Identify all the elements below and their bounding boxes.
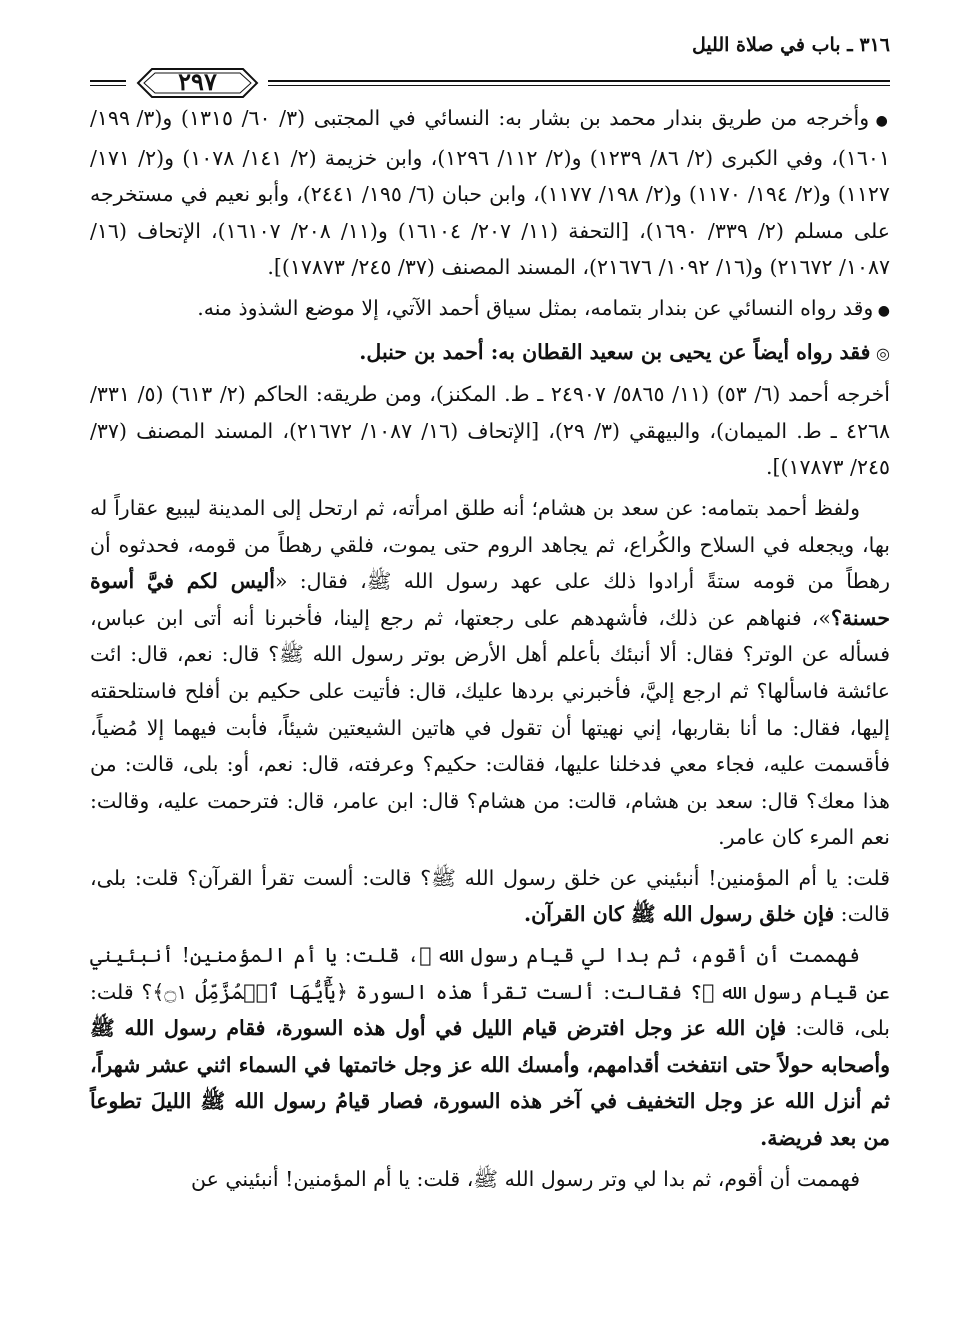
paragraph xyxy=(90,860,890,933)
chapter-title: ٣١٦ ـ باب في صلاة الليل xyxy=(691,34,890,56)
paragraph-text: وأخرجه من طريق بندار محمد بن بشار به: النسائي في المجتبى (٣/ ٦٠/ ١٣١٥) و(٣/ ١٩٩/ ١٦٠١)، وفي الكبرى (٢/ ٨٦/ ١٢٣٩) و(٢/ ١١٢/ ١٢٩٦)، وابن خزيمة (٢/ ١٤١/ ١٠٧٨) و(٢/ ١٧١/ ١١٢٧) و(٢/ ١٩٤/ ١١٧٠) و(٢/ ١٩٨/ ١١٧٧)، وابن حبان (٦/ ١٩٥/ ٢٤٤١)، وأبو نعيم في مستخرجه على مسلم (٢/ ٣٣٩/ ١٦٩٠)، [التحفة (١١/ ٢٠٧/ ١٦١٠٤) و(١١/ ٢٠٨/ ١٦١٠٧)، الإتحاف (١٦/ ١٠٨٧/ ٢١٦٧٢) و(١٦/ ١٠٩٢/ ٢١٦٧٦)، المسند المصنف (٣٧/ ٢٤٥/ ١٧٨٧٣)]. xyxy=(90,106,890,280)
header-rule xyxy=(268,85,890,86)
paragraph xyxy=(90,290,890,330)
paragraph-text: أخرجه أحمد (٦/ ٥٣) (١١/ ٥٨٦٥/ ٢٤٩٠٧ ـ ط. المكنز)، ومن طريقه: الحاكم (٢/ ٦١٣) (٥/ ٣٣١/ ٤٢٦٨ ـ ط. الميمان)، والبيهقي (٣/ ٢٩)، [الإتحاف (١٦/ ١٠٨٧/ ٢١٦٧٢)، المسند المصنف (٣٧/ ٢٤٥/ ١٧٨٧٣)]. xyxy=(90,382,890,480)
paragraph-text: قلت: يا أم المؤمنين! أنبئيني عن خلق رسول الله ﷺ؟ قالت: ألست تقرأ القرآن؟ قلت: بلى، قالت: xyxy=(90,865,890,927)
header-rule xyxy=(268,80,890,82)
paragraph-text: ولفظ أحمد بتمامه: عن سعد بن هشام؛ أنه طلق امرأته، ثم ارتحل إلى المدينة ليبيع عقاراً له بها، ويجعله في السلاح والكُراع، ثم يجاهد الروم حتى يموت، فلقي رهطاً من قومه، فحدثوه أن رهطاً من قومه ستةً أرادوا ذلك على عهد رسول الله ﷺ، فقال: « xyxy=(90,495,890,594)
hadith-quote: فإن الله عز وجل افترض قيام الليل في أول هذه السورة، فقام رسول الله ﷺ وأصحابه حولاً حتى انتفخت أقدامهم، وأمسك الله عز وجل خاتمتها في السماء اثني عشر شهراً، ثم أنزل الله عز وجل التخفيف في آخر هذه السورة، فصار قيامُ رسول الله ﷺ الليلَ تطوعاً من بعد فريضة. xyxy=(90,1016,890,1151)
page-number-ornament xyxy=(130,62,265,104)
paragraph-text: فهممت أن أقوم، ثم بدا لي وتر رسول الله ﷺ، قلت: يا أم المؤمنين! أنبئيني عن xyxy=(190,1166,860,1191)
paragraph xyxy=(90,937,890,1157)
page-header xyxy=(90,28,890,96)
paragraph-text: وقد رواه النسائي عن بندار بتمامه، بمثل سياق أحمد الآتي، إلا موضع الشذوذ منه. xyxy=(197,295,874,320)
paragraph xyxy=(90,376,890,486)
page-number: ٢٩٧ xyxy=(178,67,217,96)
paragraph-text: »، فنهاهم عن ذلك، فأشهدهم على رجعتها، ثم رجع إلينا، فأخبرنا أنه أتى ابن عباس، فسأله عن الوتر؟ فقال: ألا أنبئك بأعلم أهل الأرض بوتر رسول الله ﷺ؟ قال: نعم، قال: ائت عائشة فاسألها؟ ثم ارجع إليَّ، فأخبرني بردها عليك، قال: فأتيت على حكيم بن أفلح فاستلحقته إليها، فقال: ما أنا بقاربها، إني نهيتها أن تقول في هاتين الشيعتين شيئاً، فأبت فيهما إلا مُضياً، فأقسمت عليه، فجاء معي فدخلنا عليها، فقالت: حكيم؟ وعرفته، قال: نعم، أو: بلى، قالت: من هذا معك؟ قال: سعد بن هشام، قالت: من هشام؟ قال: ابن عامر، قال: فترحمت عليه، وقالت: نعم المرء كان عامر. xyxy=(90,605,890,850)
hadith-quote: فإن خلق رسول الله ﷺ كان القرآن. xyxy=(524,902,835,927)
heading-text: فقد رواه أيضاً عن يحيى بن سعيد القطان به: أحمد بن حنبل. xyxy=(359,339,871,364)
paragraph xyxy=(90,490,890,856)
paragraph xyxy=(90,100,890,286)
paragraph xyxy=(90,1161,890,1198)
section-heading xyxy=(90,334,890,373)
header-rule xyxy=(90,85,126,86)
hadith-quote: أليس لكم فيَّ أسوة حسنة؟ xyxy=(90,569,890,630)
header-rule xyxy=(90,80,126,82)
paragraph-text: فهممت أن أقوم، ثم بدا لي قيام رسول الله ﷺ، قلت: يا أم المؤمنين! أنبئيني عن قيام رسول الله ﷺ؟ فقالت: ألست تقرأ هذه السورة ﴿يَٰٓأَيُّهَا ٱلۡمُزَّمِّلُ ۝١﴾؟ قلت: بلى، قالت: xyxy=(90,943,891,1041)
page-body xyxy=(90,100,890,1201)
